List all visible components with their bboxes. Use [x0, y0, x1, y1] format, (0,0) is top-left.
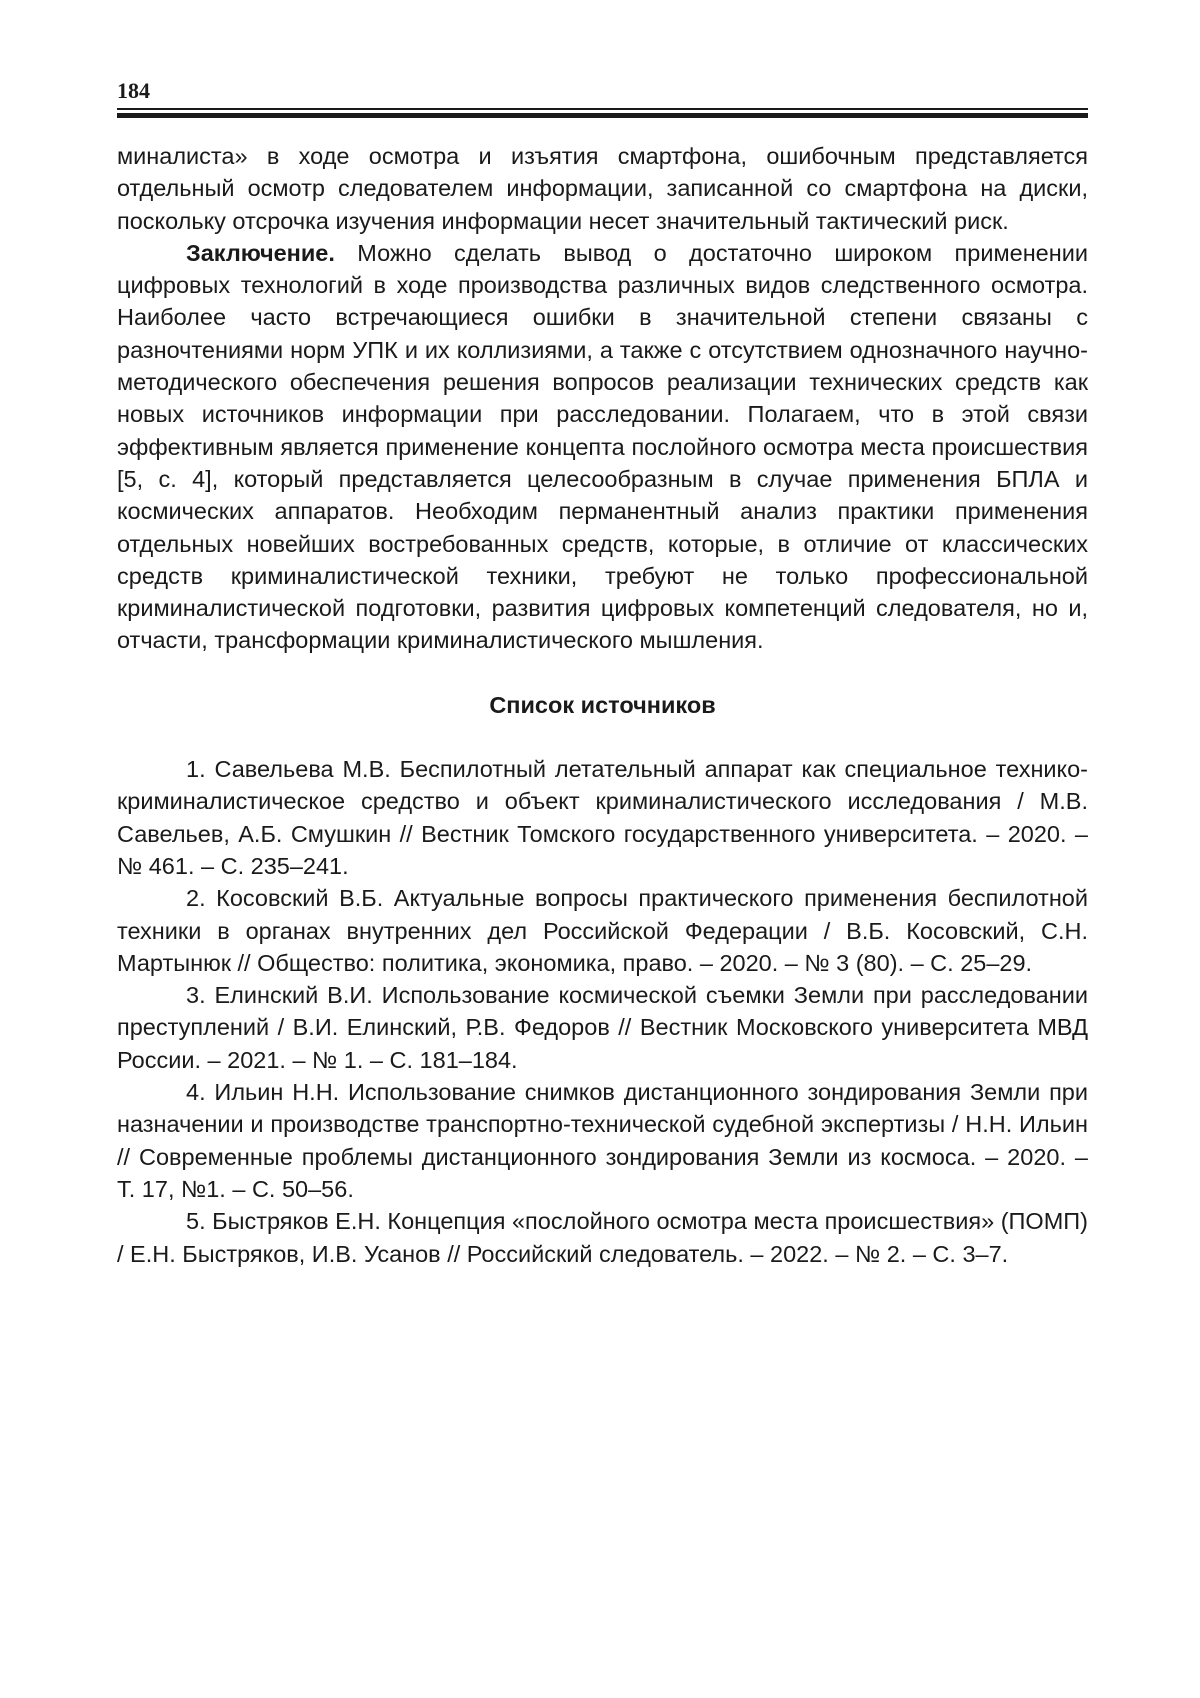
reference-item-5: 5. Быстряков Е.Н. Концепция «послойного осмотра места происшествия» (ПОМП) / Е.Н. Быстряков, И.В. Усанов // Российский следователь. – 2022. – № 2. – С. 3–7.	[117, 1208, 1088, 1267]
references-list	[117, 753, 1088, 1270]
header-rule-thick	[117, 113, 1088, 118]
conclusion-text: Можно сделать вывод о достаточно широком применении цифровых технологий в ходе производства различных видов следственного осмотра. Наиболее часто встречающиеся ошибки в значительной степени связаны с разночтениями норм УПК и их коллизиями, а также с отсутствием однозначного научно-методического обеспечения решения вопросов реализации технических средств как новых источников информации при расследовании. Полагаем, что в этой связи эффективным является применение концепта послойного осмотра места происшествия [5, с. 4], который представляется целесообразным в случае применения БПЛА и космических аппаратов. Необходим перманентный анализ практики применения отдельных новейших востребованных средств, которые, в отличие от классических средств криминалистической техники, требуют не только профессиональной криминалистической подготовки, развития цифровых компетенций следователя, но и, отчасти, трансформации криминалистического мышления.	[117, 239, 1088, 654]
page-number: 184	[117, 78, 150, 103]
page-content	[117, 140, 1088, 1270]
conclusion-label: Заключение.	[186, 239, 335, 266]
reference-item-1: 1. Савельева М.В. Беспилотный летательный аппарат как специальное технико-криминалистическое средство и объект криминалистического исследования / М.В. Савельев, А.Б. Смушкин // Вестник Томского государственного университета. – 2020. – № 461. – С. 235–241.	[117, 756, 1088, 879]
header-double-rule	[117, 108, 1088, 119]
header-rule-thin	[117, 108, 1088, 110]
references-title: Список источников	[489, 691, 716, 718]
reference-item-4: 4. Ильин Н.Н. Использование снимков дистанционного зондирования Земли при назначении и производстве транспортно-технической судебной экспертизы / Н.Н. Ильин // Современные проблемы дистанционного зондирования Земли из космоса. – 2020. – Т. 17, №1. – С. 50–56.	[117, 1079, 1088, 1202]
continuation-paragraph: миналиста» в ходе осмотра и изъятия смартфона, ошибочным представляется отдельный осмотр следователем информации, записанной со смартфона на диски, поскольку отсрочка изучения информации несет значительный тактический риск.	[117, 143, 1088, 234]
conclusion-paragraph	[117, 237, 1088, 657]
reference-item-3: 3. Елинский В.И. Использование космической съемки Земли при расследовании преступлений / В.И. Елинский, Р.В. Федоров // Вестник Московского университета МВД России. – 2021. – № 1. – С. 181–184.	[117, 982, 1088, 1073]
reference-item-2: 2. Косовский В.Б. Актуальные вопросы практического применения беспилотной техники в органах внутренних дел Российской Федерации / В.Б. Косовский, С.Н. Мартынюк // Общество: политика, экономика, право. – 2020. – № 3 (80). – С. 25–29.	[117, 885, 1088, 976]
